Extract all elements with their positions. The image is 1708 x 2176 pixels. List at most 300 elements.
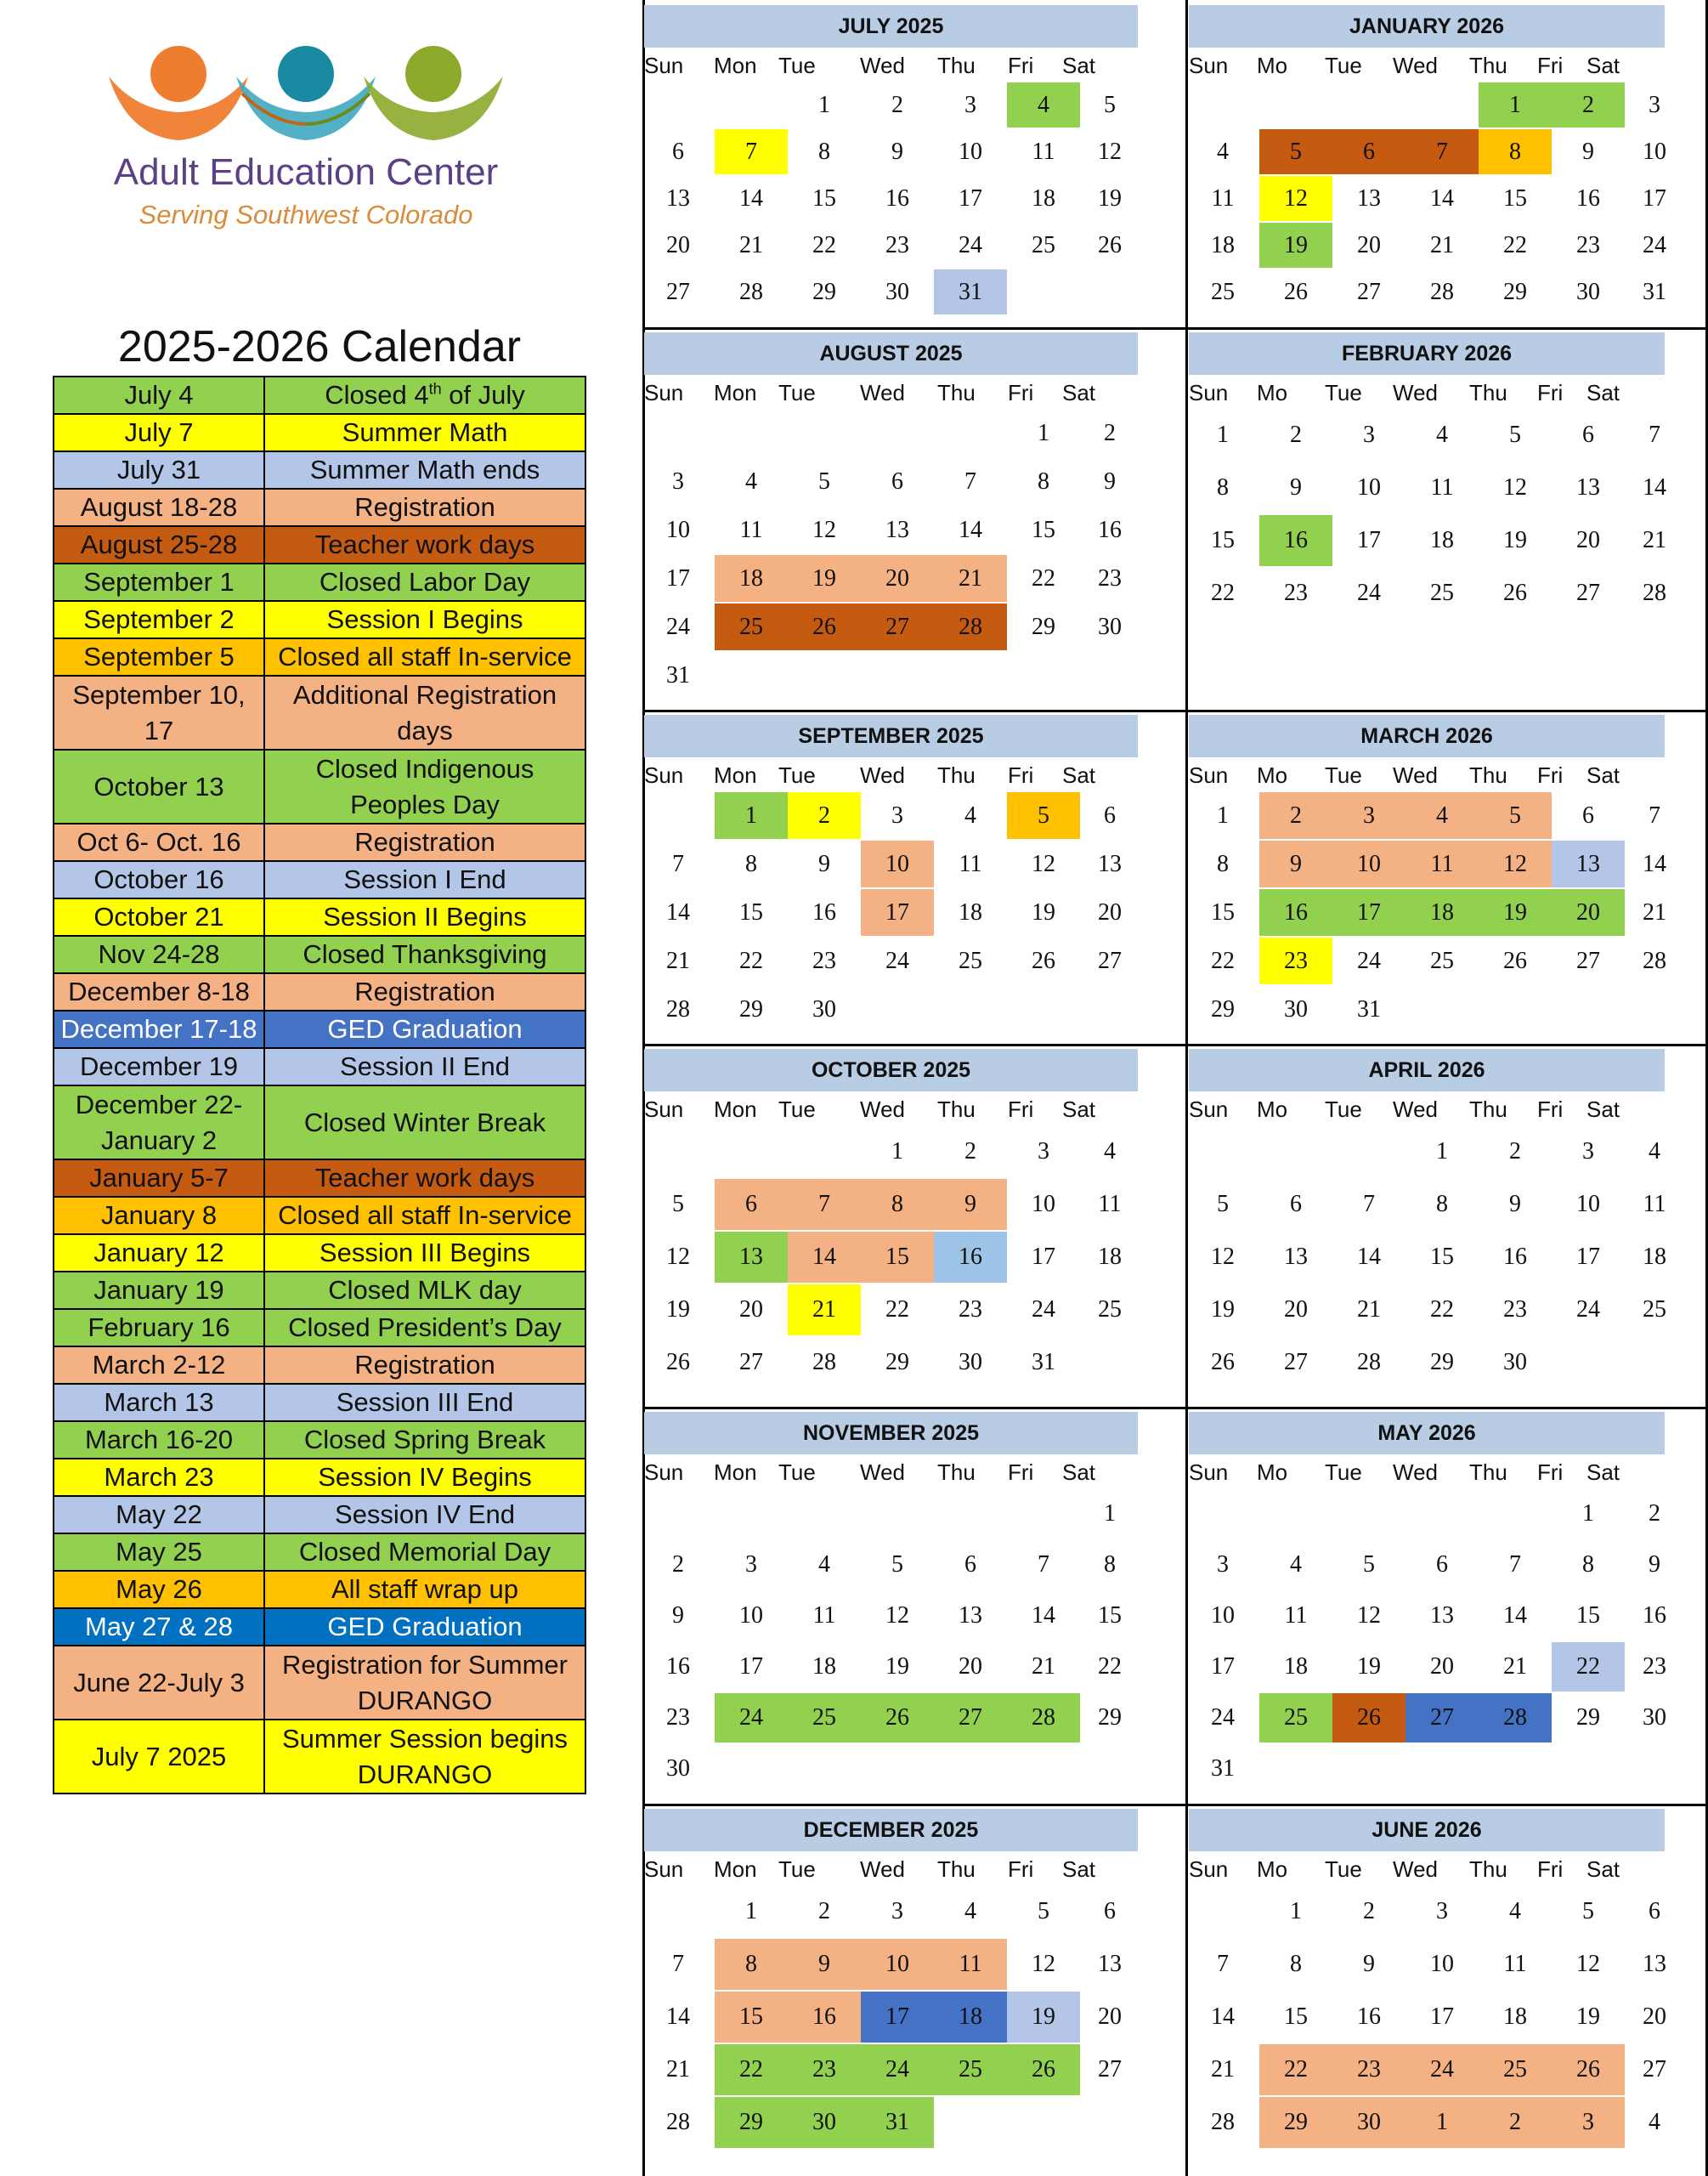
day-cell: 6	[1582, 802, 1594, 829]
weekday-label: Mo	[1257, 1856, 1288, 1882]
day-cell: 16	[1503, 1244, 1527, 1270]
day-cell: 1	[1217, 422, 1229, 448]
weekday-label: Fri	[1537, 53, 1564, 78]
day-cell: 12	[666, 1244, 690, 1270]
weekday-label: Fri	[1537, 1096, 1564, 1122]
day-cell: 18	[1430, 527, 1454, 553]
day-cell: 4	[1405, 792, 1479, 839]
day-cell: 11	[934, 1939, 1007, 1990]
day-cell: 21	[1430, 232, 1454, 258]
day-cell: 10	[739, 1602, 763, 1629]
day-cell: 15	[1503, 185, 1527, 212]
event-description: Session II End	[264, 1048, 585, 1085]
day-cell: 10	[1211, 1602, 1235, 1629]
event-description: Session II Begins	[264, 898, 585, 936]
day-cell: 18	[1098, 1244, 1122, 1270]
day-cell: 9	[672, 1602, 684, 1629]
day-cell: 14	[739, 185, 763, 212]
event-date: May 22	[54, 1496, 264, 1533]
day-cell: 28	[812, 1349, 836, 1375]
day-cell: 30	[1503, 1349, 1527, 1375]
weekday-label: Sun	[1189, 1459, 1229, 1485]
day-cell: 20	[1098, 899, 1122, 926]
day-cell: 20	[1357, 232, 1381, 258]
day-cell: 7	[788, 1179, 861, 1230]
day-cell: 5	[1479, 792, 1552, 839]
day-cell: 4	[1649, 2109, 1660, 2135]
day-cell: 29	[1576, 1704, 1600, 1731]
day-cell: 5	[891, 1551, 903, 1578]
day-cell: 21	[934, 555, 1007, 602]
day-cell: 28	[1643, 580, 1666, 606]
month-header: APRIL 2026	[1189, 1049, 1665, 1091]
day-cell: 26	[666, 1349, 690, 1375]
day-cell: 11	[1405, 841, 1479, 887]
events-table	[53, 376, 586, 1794]
day-cell: 8	[1217, 851, 1229, 877]
day-cell: 4	[1104, 1138, 1116, 1164]
weekday-label: Wed	[860, 380, 905, 405]
day-cell: 12	[1032, 1951, 1055, 1977]
day-cell: 25	[934, 2044, 1007, 2095]
day-cell: 18	[812, 1653, 836, 1680]
weekday-label: Fri	[1537, 762, 1564, 788]
day-cell: 15	[1211, 899, 1235, 926]
day-cell: 22	[1430, 1296, 1454, 1323]
weekday-label: Tue	[778, 1096, 816, 1122]
day-cell: 16	[1357, 2003, 1381, 2030]
day-cell: 23	[812, 948, 836, 974]
event-row	[54, 1720, 585, 1794]
day-cell: 13	[1098, 1951, 1122, 1977]
day-cell: 9	[1363, 1951, 1375, 1977]
day-cell: 21	[1032, 1653, 1055, 1680]
month-january-2026	[1189, 2, 1708, 326]
day-cell: 22	[885, 1296, 909, 1323]
event-date: Oct 6- Oct. 16	[54, 824, 264, 861]
day-cell: 6	[1436, 1551, 1448, 1578]
day-cell: 12	[812, 517, 836, 543]
day-cell: 9	[1582, 139, 1594, 165]
day-cell: 3	[1582, 1138, 1594, 1164]
weekday-header-row	[644, 378, 1172, 407]
three-people-figures-logo-icon	[93, 42, 518, 162]
weekday-label: Fri	[1008, 1856, 1034, 1882]
day-cell: 6	[1332, 129, 1405, 174]
day-cell: 14	[1357, 1244, 1381, 1270]
day-cell: 25	[1259, 1693, 1332, 1742]
day-cell: 12	[1032, 851, 1055, 877]
day-cell: 13	[1552, 841, 1625, 887]
day-cell: 19	[1479, 889, 1552, 936]
day-cell: 31	[666, 662, 690, 688]
day-cell: 23	[1643, 1653, 1666, 1680]
logo-tagline: Serving Southwest Colorado	[139, 200, 473, 230]
event-date: October 16	[54, 861, 264, 898]
day-cell: 15	[861, 1232, 934, 1283]
weekday-label: Sun	[644, 53, 684, 78]
event-description: Closed 4th of July	[264, 377, 585, 414]
day-cell: 9	[818, 851, 830, 877]
day-cell: 14	[1032, 1602, 1055, 1629]
weekday-label: Wed	[1393, 762, 1438, 788]
event-row	[54, 1085, 585, 1159]
day-cell: 15	[1098, 1602, 1122, 1629]
event-row	[54, 1384, 585, 1421]
day-cell: 20	[1576, 527, 1600, 553]
month-november-2025	[644, 1408, 1172, 1803]
month-header: DECEMBER 2025	[644, 1809, 1138, 1851]
day-cell: 3	[891, 802, 903, 829]
day-cell: 20	[739, 1296, 763, 1323]
weekday-label: Wed	[860, 762, 905, 788]
weekday-header-row	[644, 1095, 1172, 1124]
event-description: Registration	[264, 489, 585, 526]
event-description: Closed Thanksgiving	[264, 936, 585, 973]
day-cell: 20	[1284, 1296, 1308, 1323]
day-cell: 12	[1357, 1602, 1381, 1629]
event-date: January 8	[54, 1197, 264, 1234]
day-cell: 22	[1552, 1642, 1625, 1692]
day-cell: 8	[861, 1179, 934, 1230]
weekday-label: Fri	[1537, 380, 1564, 405]
event-row	[54, 1421, 585, 1459]
day-cell: 25	[1430, 948, 1454, 974]
day-cell: 4	[1217, 139, 1229, 165]
day-cell: 2	[1259, 792, 1332, 839]
day-cell: 2	[672, 1551, 684, 1578]
day-cell: 6	[1649, 1898, 1660, 1924]
day-cell: 19	[885, 1653, 909, 1680]
day-cell: 21	[666, 2056, 690, 2082]
day-cell: 2	[1649, 1500, 1660, 1527]
month-header: MARCH 2026	[1189, 715, 1665, 757]
day-cell: 14	[1503, 1602, 1527, 1629]
weekday-label: Tue	[1325, 1096, 1362, 1122]
day-cell: 5	[1217, 1191, 1229, 1217]
day-cell: 24	[715, 1693, 788, 1742]
month-header: MAY 2026	[1189, 1412, 1665, 1454]
weekday-label: Tue	[1325, 380, 1362, 405]
day-cell: 23	[1332, 2044, 1405, 2095]
month-header: FEBRUARY 2026	[1189, 332, 1665, 375]
day-cell: 30	[959, 1349, 982, 1375]
weekday-label: Sat	[1586, 380, 1620, 405]
day-cell: 30	[812, 996, 836, 1023]
event-row	[54, 1533, 585, 1571]
day-cell: 20	[1098, 2003, 1122, 2030]
weekday-header-row	[1189, 1855, 1708, 1884]
day-cell: 11	[812, 1602, 836, 1629]
day-cell: 5	[1363, 1551, 1375, 1578]
day-cell: 20	[1643, 2003, 1666, 2030]
event-row	[54, 489, 585, 526]
event-date: June 22-July 3	[54, 1646, 264, 1720]
day-cell: 22	[739, 948, 763, 974]
day-cell: 28	[666, 2109, 690, 2135]
month-september-2025	[644, 711, 1172, 1043]
day-cell: 10	[1032, 1191, 1055, 1217]
event-date: January 5-7	[54, 1159, 264, 1197]
day-cell: 2	[1104, 420, 1116, 446]
event-row	[54, 1197, 585, 1234]
day-cell: 21	[1643, 899, 1666, 926]
day-cell: 5	[1007, 792, 1080, 839]
day-cell: 26	[1503, 580, 1527, 606]
day-cell: 28	[666, 996, 690, 1023]
day-cell: 4	[1007, 82, 1080, 128]
day-cell: 4	[1649, 1138, 1660, 1164]
day-cell: 14	[666, 2003, 690, 2030]
day-cell: 28	[1430, 279, 1454, 305]
month-header: JUNE 2026	[1189, 1809, 1665, 1851]
event-date: May 26	[54, 1571, 264, 1608]
event-date: May 25	[54, 1533, 264, 1571]
event-description: Session IV Begins	[264, 1459, 585, 1496]
day-cell: 30	[1643, 1704, 1666, 1731]
weekday-label: Sun	[644, 380, 684, 405]
event-row	[54, 451, 585, 489]
event-description: Closed Memorial Day	[264, 1533, 585, 1571]
weekday-label: Tue	[778, 53, 816, 78]
weekday-label: Thu	[1469, 1856, 1507, 1882]
day-cell: 27	[861, 604, 934, 650]
day-cell: 26	[1098, 232, 1122, 258]
weekday-header-row	[1189, 378, 1708, 407]
event-description: Teacher work days	[264, 1159, 585, 1197]
day-cell: 29	[739, 996, 763, 1023]
weekday-header-row	[644, 1855, 1172, 1884]
day-cell: 1	[1104, 1500, 1116, 1527]
weekday-label: Tue	[1325, 762, 1362, 788]
day-cell: 21	[1357, 1296, 1381, 1323]
day-cell: 19	[1503, 527, 1527, 553]
day-cell: 15	[1032, 517, 1055, 543]
day-cell: 22	[1503, 232, 1527, 258]
weekday-label: Wed	[1393, 1856, 1438, 1882]
day-cell: 18	[715, 555, 788, 602]
day-cell: 4	[1290, 1551, 1302, 1578]
day-cell: 19	[1211, 1296, 1235, 1323]
day-cell: 25	[788, 1693, 861, 1742]
day-cell: 19	[1259, 223, 1332, 268]
day-cell: 10	[666, 517, 690, 543]
weekday-label: Tue	[778, 380, 816, 405]
event-description: Summer Session begins DURANGO	[264, 1720, 585, 1794]
day-cell: 5	[672, 1191, 684, 1217]
event-date: March 16-20	[54, 1421, 264, 1459]
event-row	[54, 1011, 585, 1048]
weekday-label: Sat	[1586, 1459, 1620, 1485]
event-date: October 13	[54, 750, 264, 824]
day-cell: 16	[1643, 1602, 1666, 1629]
day-cell: 25	[1211, 279, 1235, 305]
day-cell: 8	[1038, 468, 1049, 495]
weekday-label: Tue	[778, 762, 816, 788]
event-description: Closed Winter Break	[264, 1085, 585, 1159]
weekday-label: Mon	[714, 380, 757, 405]
day-cell: 29	[885, 1349, 909, 1375]
day-cell: 9	[1290, 474, 1302, 501]
event-row	[54, 564, 585, 601]
event-row	[54, 1048, 585, 1085]
weekday-label: Mo	[1257, 380, 1288, 405]
day-cell: 23	[1284, 580, 1308, 606]
day-cell: 11	[959, 851, 982, 877]
day-cell: 27	[666, 279, 690, 305]
day-cell: 9	[891, 139, 903, 165]
event-row	[54, 638, 585, 676]
day-cell: 16	[812, 899, 836, 926]
weekday-label: Wed	[860, 53, 905, 78]
event-description: All staff wrap up	[264, 1571, 585, 1608]
event-date: Nov 24-28	[54, 936, 264, 973]
event-description: Registration	[264, 1346, 585, 1384]
day-cell: 7	[1649, 802, 1660, 829]
day-cell: 27	[1098, 948, 1122, 974]
day-cell: 11	[1098, 1191, 1122, 1217]
weekday-label: Wed	[1393, 1096, 1438, 1122]
weekday-label: Thu	[1469, 53, 1507, 78]
weekday-header-row	[1189, 51, 1708, 80]
day-cell: 4	[964, 1898, 976, 1924]
event-date: July 7	[54, 414, 264, 451]
day-cell: 30	[1576, 279, 1600, 305]
event-description: Session I End	[264, 861, 585, 898]
weekday-header-row	[1189, 761, 1708, 790]
weekday-header-row	[644, 51, 1172, 80]
day-cell: 26	[1332, 1693, 1405, 1742]
event-date: January 19	[54, 1272, 264, 1309]
weekday-label: Thu	[937, 1096, 976, 1122]
day-cell: 11	[1643, 1191, 1666, 1217]
day-cell: 24	[959, 232, 982, 258]
weekday-label: Mo	[1257, 762, 1288, 788]
event-description: Session I Begins	[264, 601, 585, 638]
event-date: December 22-January 2	[54, 1085, 264, 1159]
event-date: August 25-28	[54, 526, 264, 564]
weekday-label: Wed	[1393, 53, 1438, 78]
weekday-label: Tue	[778, 1856, 816, 1882]
event-date: October 21	[54, 898, 264, 936]
day-cell: 1	[715, 792, 788, 839]
day-cell: 2	[964, 1138, 976, 1164]
day-cell: 14	[788, 1232, 861, 1283]
day-cell: 1	[1479, 82, 1552, 128]
weekday-label: Wed	[860, 1856, 905, 1882]
event-description: Session III End	[264, 1384, 585, 1421]
day-cell: 11	[1430, 474, 1454, 501]
day-cell: 4	[1509, 1898, 1521, 1924]
day-cell: 5	[1104, 92, 1116, 118]
event-row	[54, 414, 585, 451]
day-cell: 26	[788, 604, 861, 650]
day-cell: 25	[715, 604, 788, 650]
weekday-label: Sat	[1062, 1459, 1096, 1485]
day-cell: 30	[1098, 614, 1122, 640]
event-date: March 23	[54, 1459, 264, 1496]
event-description: GED Graduation	[264, 1608, 585, 1646]
month-march-2026	[1189, 711, 1708, 1043]
event-description: Closed Labor Day	[264, 564, 585, 601]
day-cell: 11	[739, 517, 763, 543]
day-cell: 13	[1357, 185, 1381, 212]
day-cell: 7	[672, 851, 684, 877]
day-cell: 1	[891, 1138, 903, 1164]
day-cell: 13	[1430, 1602, 1454, 1629]
day-cell: 13	[666, 185, 690, 212]
day-cell: 25	[1098, 1296, 1122, 1323]
day-cell: 6	[672, 139, 684, 165]
day-cell: 6	[1104, 802, 1116, 829]
day-cell: 20	[666, 232, 690, 258]
day-cell: 17	[861, 889, 934, 936]
day-cell: 27	[739, 1349, 763, 1375]
day-cell: 27	[1405, 1693, 1479, 1742]
month-header: JULY 2025	[644, 5, 1138, 48]
weekday-label: Thu	[1469, 1459, 1507, 1485]
day-cell: 3	[1436, 1898, 1448, 1924]
event-description: Teacher work days	[264, 526, 585, 564]
day-cell: 14	[1643, 851, 1666, 877]
day-cell: 10	[1357, 474, 1381, 501]
event-date: July 7 2025	[54, 1720, 264, 1794]
weekday-label: Fri	[1008, 1096, 1034, 1122]
weekday-label: Sat	[1586, 1856, 1620, 1882]
day-cell: 3	[1552, 2097, 1625, 2148]
day-cell: 8	[1217, 474, 1229, 501]
day-cell: 15	[1576, 1602, 1600, 1629]
event-row	[54, 1234, 585, 1272]
day-cell: 8	[1104, 1551, 1116, 1578]
day-cell: 6	[715, 1179, 788, 1230]
event-description: Closed Spring Break	[264, 1421, 585, 1459]
day-cell: 14	[1211, 2003, 1235, 2030]
event-row	[54, 1571, 585, 1608]
day-cell: 1	[1290, 1898, 1302, 1924]
day-cell: 27	[1576, 948, 1600, 974]
day-cell: 2	[788, 792, 861, 839]
event-date: December 8-18	[54, 973, 264, 1011]
weekday-label: Sun	[1189, 380, 1229, 405]
day-cell: 7	[1363, 1191, 1375, 1217]
day-cell: 13	[1643, 1951, 1666, 1977]
weekday-label: Mon	[714, 1459, 757, 1485]
weekday-label: Thu	[1469, 380, 1507, 405]
day-cell: 11	[1211, 185, 1235, 212]
day-cell: 10	[861, 841, 934, 887]
day-cell: 7	[1217, 1951, 1229, 1977]
day-cell: 27	[1576, 580, 1600, 606]
day-cell: 2	[1290, 422, 1302, 448]
day-cell: 3	[1038, 1138, 1049, 1164]
day-cell: 27	[1643, 2056, 1666, 2082]
event-date: February 16	[54, 1309, 264, 1346]
day-cell: 8	[1290, 1951, 1302, 1977]
weekday-label: Mon	[714, 53, 757, 78]
event-date: September 1	[54, 564, 264, 601]
day-cell: 1	[1582, 1500, 1594, 1527]
day-cell: 11	[1284, 1602, 1308, 1629]
day-cell: 20	[959, 1653, 982, 1680]
day-cell: 17	[1430, 2003, 1454, 2030]
day-cell: 24	[1643, 232, 1666, 258]
calendar-grid	[642, 0, 1708, 2176]
day-cell: 26	[1211, 1349, 1235, 1375]
day-cell: 14	[959, 517, 982, 543]
event-date: January 12	[54, 1234, 264, 1272]
event-date: March 13	[54, 1384, 264, 1421]
